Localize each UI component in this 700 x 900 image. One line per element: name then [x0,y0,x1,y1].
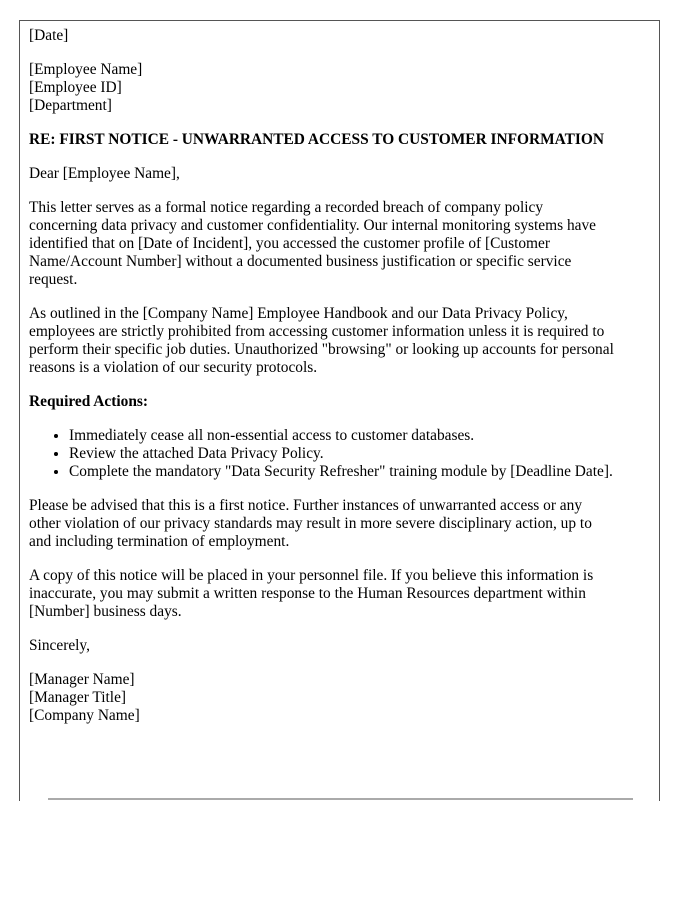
company-name: [Company Name] [29,707,140,724]
action-item: • Immediately cease all non-essential access to customer databases. [69,427,614,445]
letter-body [29,27,614,741]
paragraph-policy: As outlined in the [Company Name] Employee Handbook and our Data Privacy Policy, employees are strictly prohibited from accessing customer information unless it is required to perform their specific job duties. Unauthorized "browsing" or looking up accounts for personal reasons is a violation of our security protocols. [29,305,614,376]
paragraph-notice: This letter serves as a formal notice regarding a recorded breach of company policy concerning data privacy and customer confidentiality. Our internal monitoring systems have identified that on [Date of Incident], you accessed the customer profile of [Customer Name/Account Number] without a documented business justification or specific service request. [29,199,597,288]
recipient-block [29,61,614,115]
manager-name: [Manager Name] [29,671,135,688]
footer-divider [48,798,633,800]
action-item: • Review the attached Data Privacy Policy. [69,445,614,463]
action-item: • Complete the mandatory "Data Security Refresher" training module by [Deadline Date]. [69,463,614,481]
recipient-name: [Employee Name] [29,61,143,78]
letter-date: [Date] [29,27,69,44]
recipient-id: [Employee ID] [29,79,122,96]
manager-title: [Manager Title] [29,689,127,706]
subject-line: RE: FIRST NOTICE - UNWARRANTED ACCESS TO CUSTOMER INFORMATION [29,131,604,148]
closing: Sincerely, [29,637,90,654]
actions-list [29,427,614,481]
actions-heading: Required Actions: [29,393,148,410]
recipient-department: [Department] [29,97,112,114]
signature-block [29,671,614,725]
paragraph-personnel-file: A copy of this notice will be placed in your personnel file. If you believe this information is inaccurate, you may submit a written response to the Human Resources department within [Number] business days. [29,567,594,620]
salutation: Dear [Employee Name], [29,165,180,182]
paragraph-warning: Please be advised that this is a first notice. Further instances of unwarranted access or any other violation of our privacy standards may result in more severe disciplinary action, up to and including termination of employment. [29,497,592,550]
